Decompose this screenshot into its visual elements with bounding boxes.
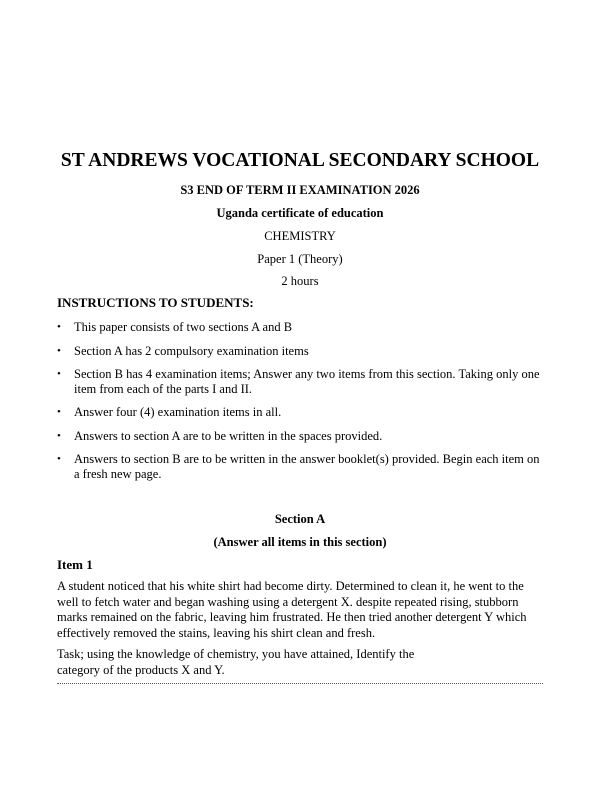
answer-line[interactable]	[57, 683, 543, 684]
section-subtitle: (Answer all items in this section)	[213, 535, 387, 549]
instruction-item	[57, 344, 547, 359]
subject-name: CHEMISTRY	[264, 229, 336, 243]
bullet-icon: •	[57, 345, 61, 357]
instruction-text: Answers to section B are to be written in the answer booklet(s) provided. Begin each item on a fresh new page.	[74, 452, 540, 481]
instruction-item	[57, 320, 547, 335]
school-name: ST ANDREWS VOCATIONAL SECONDARY SCHOOL	[60, 150, 540, 171]
instructions-heading: INSTRUCTIONS TO STUDENTS:	[57, 295, 254, 310]
item-heading: Item 1	[57, 557, 93, 572]
instruction-item	[57, 452, 547, 482]
bullet-icon: •	[57, 453, 61, 465]
instruction-item	[57, 429, 547, 444]
exam-title: S3 END OF TERM II EXAMINATION 2026	[180, 183, 420, 197]
item-story: A student noticed that his white shirt had become dirty. Determined to clean it, he went to the well to fetch water and began washing using a detergent X. despite repeated rising, stubborn marks remained on the fabric, leaving him frustrated. He then tried another detergent Y which effectively removed the stains, leaving his shirt clean and fresh.	[57, 579, 527, 640]
bullet-icon: •	[57, 368, 61, 380]
instruction-text: Answer four (4) examination items in all.	[74, 405, 282, 419]
bullet-icon: •	[57, 321, 61, 333]
bullet-icon: •	[57, 406, 61, 418]
instruction-text: Section B has 4 examination items; Answer any two items from this section. Taking only one item from each of the parts I and II.	[74, 367, 540, 396]
paper-title: Paper 1 (Theory)	[257, 252, 343, 266]
certificate-title: Uganda certificate of education	[216, 206, 384, 220]
instruction-text: Answers to section A are to be written in the spaces provided.	[74, 429, 383, 443]
bullet-icon: •	[57, 430, 61, 442]
instruction-text: Section A has 2 compulsory examination items	[74, 344, 309, 358]
instruction-item	[57, 367, 547, 397]
instruction-item	[57, 405, 547, 420]
section-title: Section A	[274, 512, 326, 526]
item-task: Task; using the knowledge of chemistry, you have attained, Identify the category of the products X and Y.	[57, 647, 415, 677]
exam-duration: 2 hours	[281, 274, 319, 288]
instruction-text: This paper consists of two sections A and B	[74, 320, 293, 334]
